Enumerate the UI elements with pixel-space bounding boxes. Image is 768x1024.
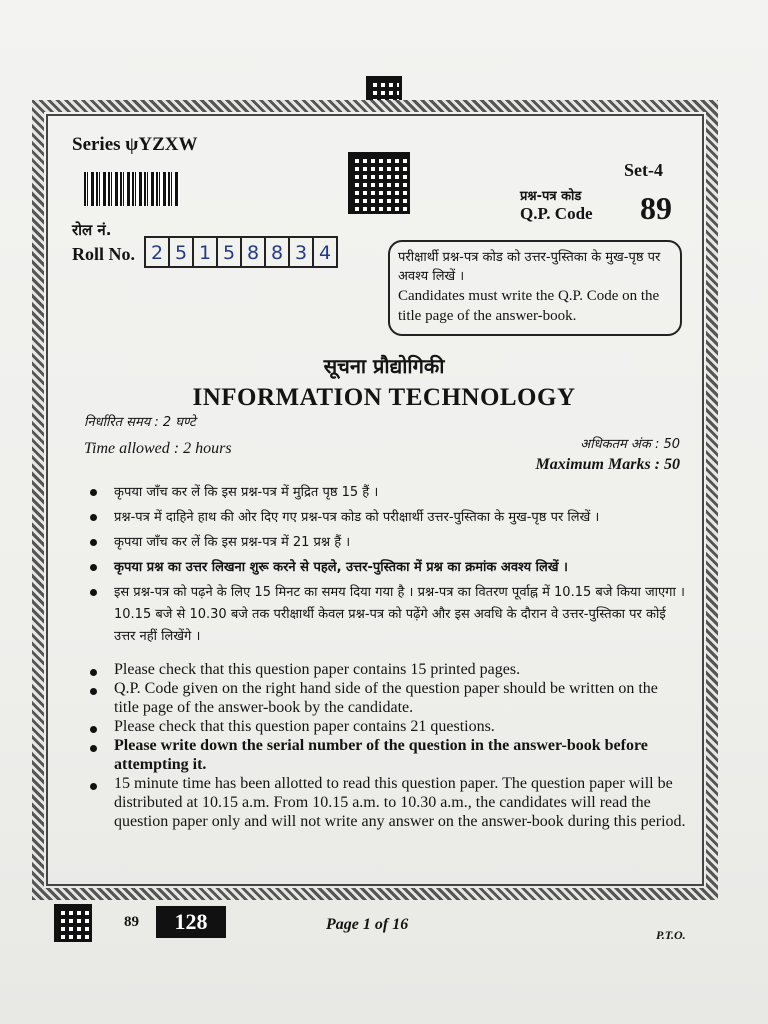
roll-digit[interactable]: 2	[144, 236, 170, 268]
footer-code: 89	[124, 914, 139, 930]
list-item: इस प्रश्न-पत्र को पढ़ने के लिए 15 मिनट का समय दिया गया है । प्रश्न-पत्र का वितरण पूर्वाह्न में 10.15 बजे किया जाएगा । 10.15 बजे से 10.30 बजे तक परीक्षार्थी केवल प्रश्न-पत्र को पढ़ेंगे और इस अवधि के दौरान वे उत्तर-पुस्तिका पर कोई उत्तर नहीं लिखेंगे ।	[86, 582, 686, 648]
list-item: Please check that this question paper contains 15 printed pages.	[86, 660, 686, 679]
qp-code-label: Q.P. Code	[520, 204, 593, 223]
qp-code-notice	[388, 240, 682, 336]
roll-label-hindi: रोल नं.	[72, 221, 112, 239]
list-item: Please check that this question paper contains 21 questions.	[86, 717, 686, 736]
subject-title: INFORMATION TECHNOLOGY	[192, 384, 576, 411]
page-indicator: Page 1 of 16	[326, 916, 409, 933]
roll-digit[interactable]: 4	[312, 236, 338, 268]
time-allowed: Time allowed : 2 hours	[84, 440, 232, 457]
notice-hindi: परीक्षार्थी प्रश्न-पत्र कोड को उत्तर-पुस्तिका के मुख-पृष्ठ पर अवश्य लिखें ।	[398, 250, 661, 284]
pto-label: P.T.O.	[656, 928, 686, 942]
max-marks: Maximum Marks : 50	[535, 456, 680, 473]
instructions-english	[86, 660, 686, 831]
notice-english: Candidates must write the Q.P. Code on the title page of the answer-book.	[398, 288, 660, 324]
list-item: 15 minute time has been allotted to read this question paper. The question paper will be distributed at 10.15 a.m. From 10.15 a.m. to 10.30 a.m., the candidates will read the question paper only and will not write any answer on the answer-book during this period.	[86, 774, 686, 831]
roll-label: Roll No.	[72, 244, 135, 264]
roll-digit[interactable]: 5	[216, 236, 242, 268]
roll-digit[interactable]: 5	[168, 236, 194, 268]
roll-digit[interactable]: 1	[192, 236, 218, 268]
list-item: कृपया जाँच कर लें कि इस प्रश्न-पत्र में 21 प्रश्न हैं ।	[86, 532, 686, 554]
roll-digit[interactable]: 3	[288, 236, 314, 268]
max-marks-hindi: अधिकतम अंक : 50	[580, 437, 680, 452]
list-item: Q.P. Code given on the right hand side of the question paper should be written on the title page of the answer-book by the candidate.	[86, 679, 686, 717]
roll-digit[interactable]: 8	[240, 236, 266, 268]
qp-code: 89	[640, 190, 672, 226]
instructions-hindi	[86, 482, 686, 651]
set-label: Set-4	[624, 160, 663, 180]
footer-number-box: 128	[156, 906, 226, 938]
qr-code-icon	[348, 152, 410, 214]
barcode-icon	[84, 172, 180, 206]
list-item: प्रश्न-पत्र में दाहिने हाथ की ओर दिए गए प्रश्न-पत्र कोड को परीक्षार्थी उत्तर-पुस्तिका के मुख-पृष्ठ पर लिखें ।	[86, 507, 686, 529]
time-allowed-hindi: निर्धारित समय : 2 घण्टे	[84, 415, 196, 430]
list-item: कृपया प्रश्न का उत्तर लिखना शुरू करने से पहले, उत्तर-पुस्तिका में प्रश्न का क्रमांक अवश्य लिखें ।	[86, 557, 686, 579]
footer-qr-code-icon	[54, 904, 92, 942]
roll-digit[interactable]: 8	[264, 236, 290, 268]
qp-code-label-hindi: प्रश्न-पत्र कोड	[520, 189, 582, 204]
list-item: कृपया जाँच कर लें कि इस प्रश्न-पत्र में मुद्रित पृष्ठ 15 हैं ।	[86, 482, 686, 504]
list-item: Please write down the serial number of the question in the answer-book before attempting it.	[86, 736, 686, 774]
roll-number-field[interactable]	[144, 236, 336, 268]
subject-title-hindi: सूचना प्रौद्योगिकी	[323, 354, 445, 378]
series-label: Series ψYZXW	[72, 134, 198, 155]
